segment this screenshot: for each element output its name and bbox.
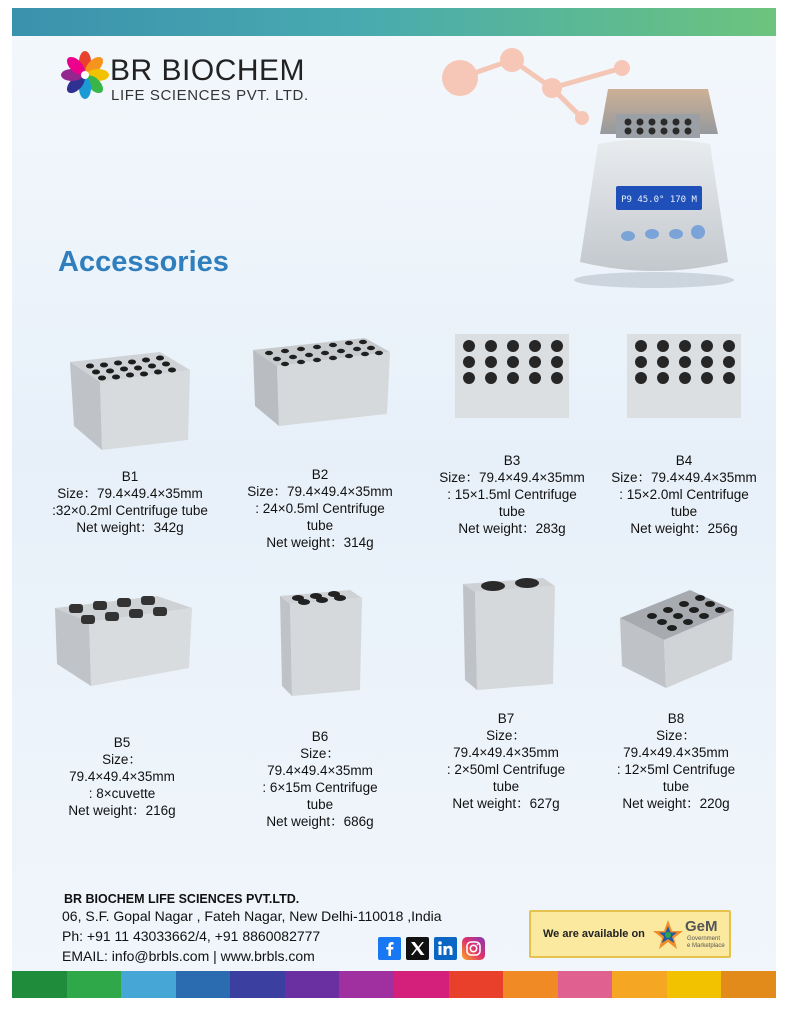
color-bar-segment <box>558 971 613 998</box>
product-code: B4 <box>675 453 693 468</box>
product-spec-line: Size： <box>300 746 340 761</box>
product-spec-line: Size： <box>656 728 696 743</box>
section-title: Accessories <box>58 246 229 278</box>
heating-block-b2-image <box>245 322 395 440</box>
gem-badge-text: We are available on <box>543 928 645 940</box>
bottom-color-bar <box>12 971 776 998</box>
gem-star-icon <box>651 918 685 952</box>
product-spec-line: :32×0.2ml Centrifuge tube <box>52 503 208 518</box>
page <box>12 8 776 998</box>
color-bar-segment <box>285 971 340 998</box>
product-code: B2 <box>311 467 329 482</box>
product-spec-line: : 15×1.5ml Centrifuge <box>447 487 577 502</box>
footer-address: 06, S.F. Gopal Nagar , Fateh Nagar, New Delhi-110018 ,India <box>62 908 442 924</box>
product-card-b1 <box>40 322 220 536</box>
gem-logo-sub2: e Marketplace <box>687 943 725 949</box>
product-spec-line: Net weight：627g <box>452 796 560 811</box>
product-spec-line: tube <box>498 504 526 519</box>
heating-block-b8-image <box>606 580 746 692</box>
color-bar-segment <box>339 971 394 998</box>
product-spec-line: Size：79.4×49.4×35mm <box>611 470 757 485</box>
gem-logo-name: GeM <box>685 918 718 935</box>
color-bar-segment <box>12 971 67 998</box>
product-spec-line: 79.4×49.4×35mm <box>69 769 175 784</box>
product-code: B1 <box>121 469 139 484</box>
product-spec-line: : 6×15m Centrifuge <box>262 780 378 795</box>
product-spec-line: Net weight：342g <box>76 520 184 535</box>
product-code: B3 <box>503 453 521 468</box>
footer-phone: Ph: +91 11 43033662/4, +91 8860082777 <box>62 928 321 944</box>
product-card-b6 <box>230 586 410 830</box>
footer-contact: EMAIL: info@brbls.com | www.brbls.com <box>62 948 315 964</box>
product-spec-line: Size： <box>486 728 526 743</box>
color-bar-segment <box>394 971 449 998</box>
color-bar-segment <box>230 971 285 998</box>
product-spec-line: tube <box>662 779 690 794</box>
company-logo-icon <box>60 50 110 100</box>
heating-block-b7-image <box>451 574 561 694</box>
heating-block-b4-image <box>619 328 749 424</box>
footer-company-name: BR BIOCHEM LIFE SCIENCES PVT.LTD. <box>64 892 300 906</box>
product-spec-line: Net weight：216g <box>68 803 176 818</box>
linkedin-icon[interactable] <box>434 937 457 960</box>
color-bar-segment <box>612 971 667 998</box>
product-spec-line: : 12×5ml Centrifuge <box>616 762 736 777</box>
product-code: B5 <box>113 735 131 750</box>
product-spec-line: tube <box>670 504 698 519</box>
product-spec-line: Size：79.4×49.4×35mm <box>57 486 203 501</box>
dry-bath-device-image <box>568 84 740 290</box>
product-spec-line: tube <box>492 779 520 794</box>
top-gradient-bar <box>12 8 776 36</box>
gem-badge[interactable] <box>529 910 731 958</box>
heating-block-b5-image <box>47 588 197 698</box>
product-card-b3 <box>422 328 602 537</box>
product-spec-line: Size： <box>102 752 142 767</box>
product-card-b2 <box>230 322 410 551</box>
product-spec-line: Net weight：283g <box>458 521 566 536</box>
product-card-b5 <box>32 588 212 819</box>
product-spec-line: 79.4×49.4×35mm <box>623 745 729 760</box>
product-spec-line: : 8×cuvette <box>88 786 156 801</box>
instagram-icon[interactable] <box>462 937 485 960</box>
product-card-b4 <box>594 328 774 537</box>
device-display: P9 45.0° 170 M <box>621 195 697 205</box>
color-bar-segment <box>503 971 558 998</box>
product-spec-line: tube <box>306 518 334 533</box>
product-code: B8 <box>667 711 685 726</box>
product-spec-line: : 15×2.0ml Centrifuge <box>619 487 749 502</box>
product-spec-line: Net weight：314g <box>266 535 374 550</box>
color-bar-segment <box>121 971 176 998</box>
brand-name: BR BIOCHEM <box>110 54 306 87</box>
product-spec-line: Size：79.4×49.4×35mm <box>247 484 393 499</box>
color-bar-segment <box>667 971 722 998</box>
product-spec-line: Size：79.4×49.4×35mm <box>439 470 585 485</box>
product-spec-line: tube <box>306 797 334 812</box>
product-code: B6 <box>311 729 329 744</box>
color-bar-segment <box>176 971 231 998</box>
product-spec-line: Net weight：256g <box>630 521 738 536</box>
product-spec-line: : 24×0.5ml Centrifuge <box>255 501 385 516</box>
color-bar-segment <box>721 971 776 998</box>
gem-logo-sub1: Government <box>687 936 721 942</box>
facebook-icon[interactable] <box>378 937 401 960</box>
product-spec-line: : 2×50ml Centrifuge <box>446 762 566 777</box>
product-code: B7 <box>497 711 515 726</box>
product-spec-line: Net weight：686g <box>266 814 374 829</box>
product-spec-line: 79.4×49.4×35mm <box>453 745 559 760</box>
heating-block-b3-image <box>447 328 577 424</box>
product-spec-line: Net weight：220g <box>622 796 730 811</box>
heating-block-b6-image <box>270 586 370 698</box>
x-icon[interactable] <box>406 937 429 960</box>
product-card-b7 <box>416 574 596 812</box>
color-bar-segment <box>449 971 504 998</box>
product-spec-line: 79.4×49.4×35mm <box>267 763 373 778</box>
product-card-b8 <box>586 580 766 812</box>
heating-block-b1-image <box>60 322 200 452</box>
color-bar-segment <box>67 971 122 998</box>
brand-subtitle: LIFE SCIENCES PVT. LTD. <box>111 87 309 104</box>
